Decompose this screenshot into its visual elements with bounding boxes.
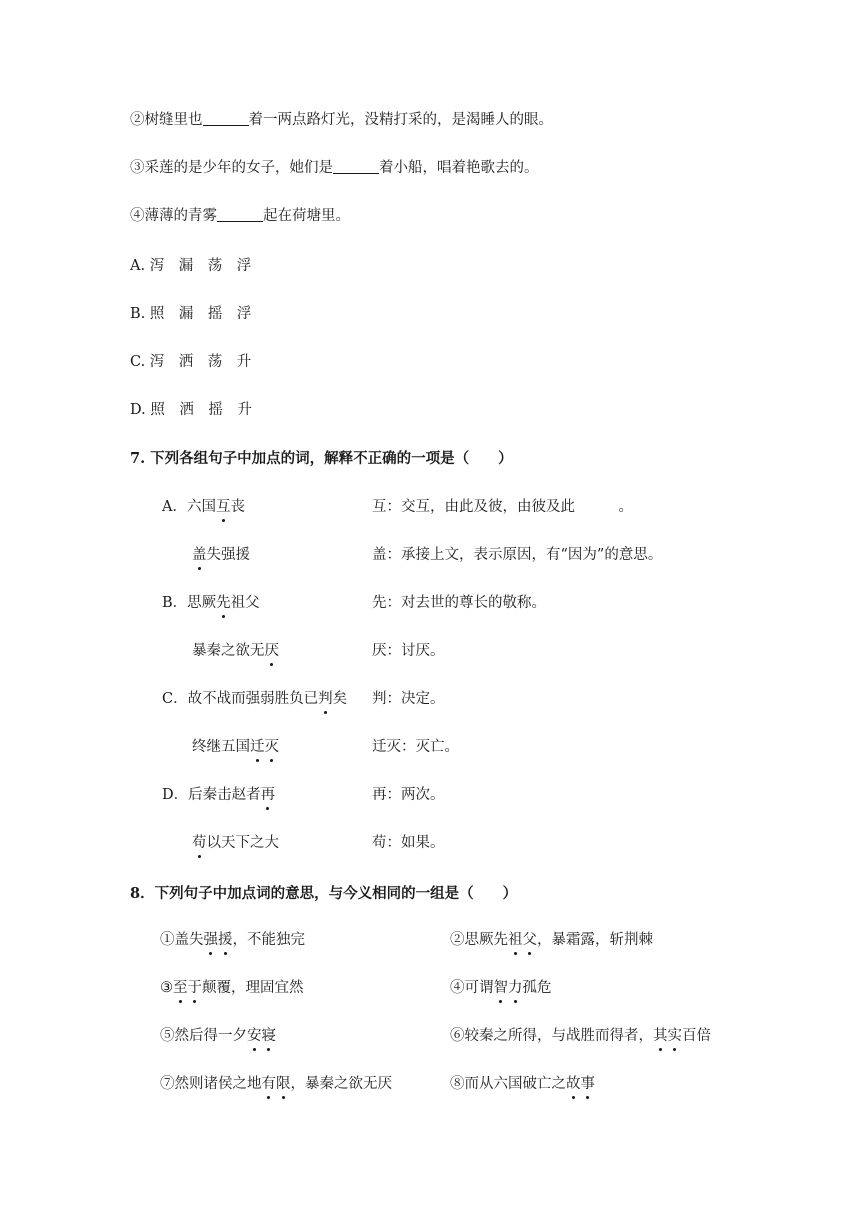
q7-row-explanation: 迁灭：灭亡。 bbox=[372, 739, 459, 755]
dotted-word: 有 bbox=[261, 1076, 276, 1092]
dotted-word: 父 bbox=[522, 932, 537, 948]
text-segment: A．六国 bbox=[162, 499, 216, 515]
text-segment: 以天下之大 bbox=[206, 835, 279, 851]
text-segment: 丧 bbox=[230, 499, 245, 515]
fill-item-2 bbox=[130, 110, 553, 130]
text-segment: ⑦然则诸侯之地 bbox=[160, 1076, 262, 1092]
q7-row-left bbox=[162, 785, 275, 805]
dotted-word: 先 bbox=[216, 595, 231, 611]
text-segment: ③ bbox=[160, 980, 173, 996]
text-segment: 暴秦之欲无 bbox=[192, 643, 265, 659]
fill-item-3-after: 着小船，唱着艳歌去的。 bbox=[379, 160, 539, 176]
text-segment: ②思厥先 bbox=[450, 932, 508, 948]
dotted-word: 强 bbox=[203, 932, 218, 948]
text-segment: 孤危 bbox=[522, 980, 552, 996]
text-segment: 失强援 bbox=[206, 547, 250, 563]
q8-item bbox=[160, 930, 305, 950]
q7-row-left bbox=[162, 497, 245, 517]
dotted-word: 祖 bbox=[508, 932, 523, 948]
q8-item bbox=[450, 1026, 711, 1046]
q7-row-left bbox=[192, 545, 250, 565]
option-d: D. 照 洒 摇 升 bbox=[130, 402, 252, 418]
text-segment: ⑧而从六国破亡之 bbox=[450, 1076, 566, 1092]
dotted-word: 事 bbox=[580, 1076, 595, 1092]
text-segment: ，暴秦之欲无厌 bbox=[290, 1076, 392, 1092]
fill-item-4 bbox=[130, 206, 350, 226]
blank-line bbox=[203, 111, 249, 126]
dotted-word: 力 bbox=[508, 980, 523, 996]
text-segment: 终继五国 bbox=[192, 739, 250, 755]
dotted-word: 智 bbox=[493, 980, 508, 996]
fill-item-2-after: 着一两点路灯光，没精打采的，是渴睡人的眼。 bbox=[248, 112, 553, 128]
dotted-word: 安 bbox=[247, 1028, 262, 1044]
q7-row-explanation: 厌：讨厌。 bbox=[372, 643, 445, 659]
q7-row-left bbox=[162, 689, 347, 709]
dotted-word: 实 bbox=[667, 1028, 682, 1044]
text-segment: ①盖失 bbox=[160, 932, 204, 948]
text-segment: ⑤然后得一夕 bbox=[160, 1028, 247, 1044]
dotted-word: 寝 bbox=[261, 1028, 276, 1044]
dotted-word: 其 bbox=[653, 1028, 668, 1044]
option-b: B. 照 漏 摇 浮 bbox=[130, 306, 252, 322]
dotted-word: 限 bbox=[276, 1076, 291, 1092]
blank-line bbox=[333, 159, 379, 174]
q8-item bbox=[450, 978, 552, 998]
text-segment: ，不能独完 bbox=[232, 932, 305, 948]
text-segment: ⑥较秦之所得，与战胜而得者， bbox=[450, 1028, 653, 1044]
q7-row-left bbox=[192, 833, 279, 853]
q7-row-left bbox=[162, 593, 260, 613]
q7-row-explanation: 苟：如果。 bbox=[372, 835, 445, 851]
text-segment: D．后秦击赵者 bbox=[162, 787, 261, 803]
text-segment: ，暴霜露，斩荆棘 bbox=[537, 932, 653, 948]
dotted-word: 苟 bbox=[192, 835, 207, 851]
dotted-word: 于 bbox=[187, 980, 202, 996]
q8-item bbox=[450, 1074, 595, 1094]
blank-line bbox=[217, 207, 263, 222]
dotted-word: 灭 bbox=[264, 739, 279, 755]
dotted-word: 判 bbox=[318, 691, 333, 707]
text-segment: 颠覆，理固宜然 bbox=[202, 980, 304, 996]
q7-row-explanation: 互：交互，由此及彼，由彼及此 。 bbox=[372, 499, 633, 515]
text-segment: C．故不战而强弱胜负已 bbox=[162, 691, 319, 707]
dotted-word: 再 bbox=[260, 787, 276, 803]
text-segment: ④可谓 bbox=[450, 980, 494, 996]
dotted-word: 迁 bbox=[250, 739, 265, 755]
fill-item-2-before: ②树缝里也 bbox=[130, 112, 203, 128]
q7-row-explanation: 先：对去世的尊长的敬称。 bbox=[372, 595, 546, 611]
fill-item-3 bbox=[130, 158, 539, 178]
question-8-title: 8．下列句子中加点词的意思，与今义相同的一组是（ ） bbox=[130, 885, 518, 902]
dotted-word: 盖 bbox=[192, 547, 207, 563]
dotted-word: 故 bbox=[566, 1076, 581, 1092]
fill-item-3-before: ③采莲的是少年的女子，她们是 bbox=[130, 160, 333, 176]
q8-item bbox=[160, 978, 304, 998]
text-segment: 矣 bbox=[332, 691, 348, 707]
q7-row-explanation: 再：两次。 bbox=[372, 787, 445, 803]
dotted-word: 援 bbox=[218, 932, 233, 948]
fill-item-4-after: 起在荷塘里。 bbox=[263, 208, 350, 224]
option-c: C. 泻 洒 荡 升 bbox=[130, 354, 252, 370]
q7-row-left bbox=[192, 641, 279, 661]
dotted-word: 互 bbox=[215, 499, 231, 515]
text-segment: B．思厥 bbox=[162, 595, 217, 611]
q7-row-explanation: 判：决定。 bbox=[372, 691, 445, 707]
q8-item bbox=[450, 930, 653, 950]
dotted-word: 至 bbox=[173, 980, 188, 996]
q7-row-explanation: 盖：承接上文，表示原因，有“因为”的意思。 bbox=[372, 547, 663, 563]
q8-item bbox=[160, 1026, 276, 1046]
option-a: A. 泻 漏 荡 浮 bbox=[130, 258, 252, 274]
q7-row-left bbox=[192, 737, 279, 757]
text-segment: 祖父 bbox=[230, 595, 260, 611]
fill-item-4-before: ④薄薄的青雾 bbox=[130, 208, 217, 224]
question-7-title: 7. 下列各组句子中加点的词，解释不正确的一项是（ ） bbox=[130, 450, 513, 467]
q8-item bbox=[160, 1074, 392, 1094]
text-segment: 百倍 bbox=[682, 1028, 711, 1044]
dotted-word: 厌 bbox=[264, 643, 279, 659]
